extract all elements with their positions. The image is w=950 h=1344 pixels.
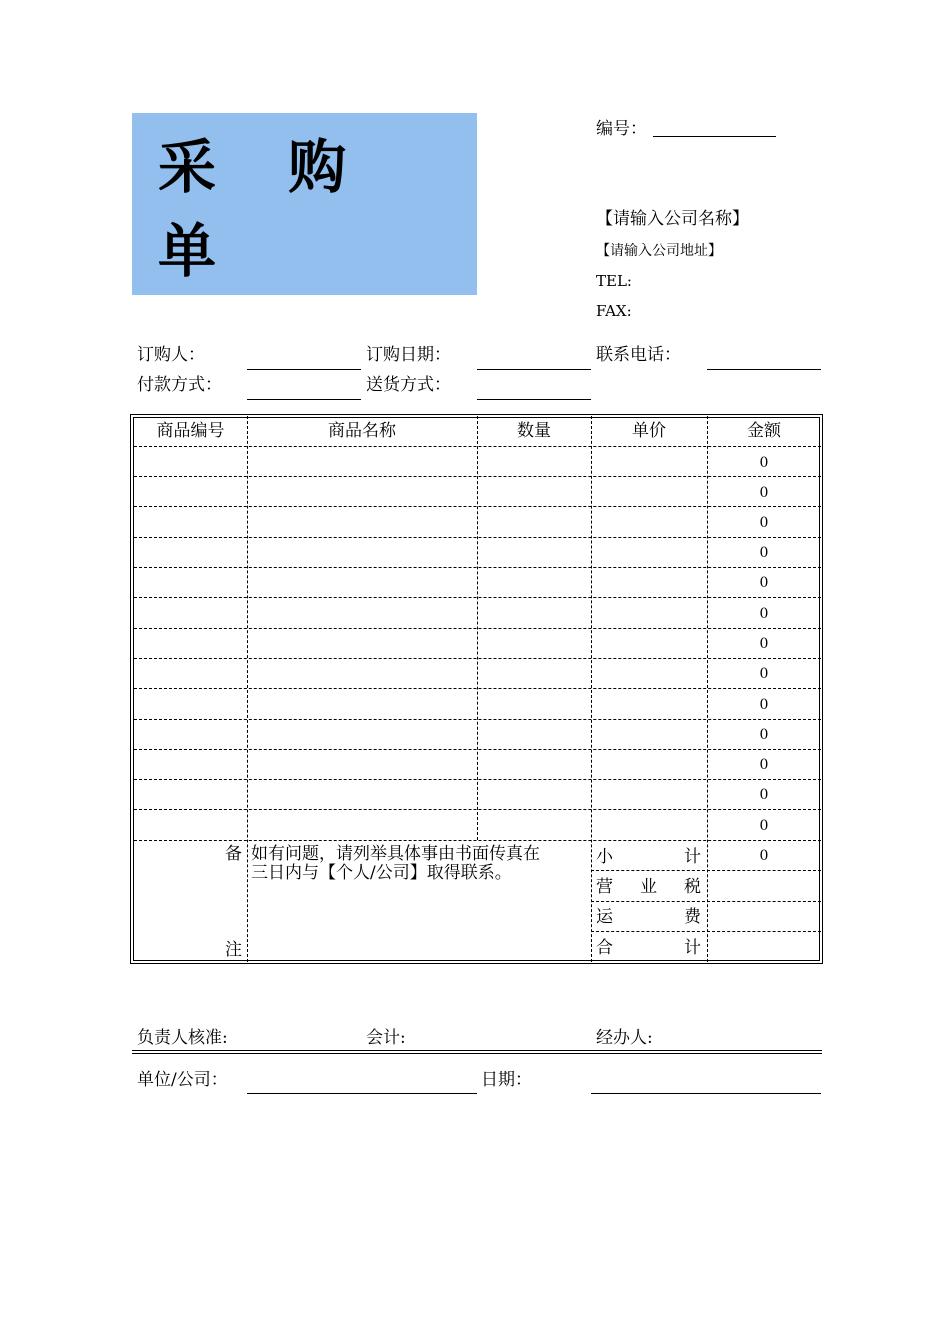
delivery-field[interactable] — [477, 399, 591, 400]
delivery-label: 送货方式： — [366, 375, 451, 395]
payment-label: 付款方式： — [137, 375, 222, 395]
total-label-right: 计 — [684, 938, 701, 958]
remarks-label-top: 备 — [225, 844, 242, 864]
row-amount: 0 — [759, 727, 769, 743]
number-field[interactable] — [653, 136, 776, 137]
date-field[interactable] — [591, 1093, 821, 1094]
order-date-label: 订购日期： — [366, 345, 451, 365]
unit-label: 单位/公司： — [137, 1070, 228, 1090]
fax-label: FAX: — [596, 302, 632, 320]
row-amount: 0 — [759, 455, 769, 471]
payment-field[interactable] — [247, 399, 361, 400]
handler-label: 经办人: — [596, 1028, 653, 1048]
row-amount: 0 — [759, 818, 769, 834]
signature-divider — [132, 1050, 822, 1054]
row-amount: 0 — [759, 606, 769, 622]
row-amount: 0 — [759, 545, 769, 561]
approver-label: 负责人核准: — [137, 1028, 228, 1048]
tax-label-left: 营 — [596, 877, 613, 897]
company-name[interactable]: 【请输入公司名称】 — [596, 209, 749, 229]
column-header-product-code: 商品编号 — [156, 421, 225, 441]
column-header-amount: 金额 — [747, 421, 781, 441]
remarks-text-line2: 三日内与【个人/公司】取得联系。 — [251, 863, 512, 883]
tel-label: TEL: — [596, 272, 632, 290]
date-label: 日期： — [481, 1070, 532, 1090]
buyer-label: 订购人： — [137, 345, 205, 365]
shipping-label-left: 运 — [596, 907, 613, 927]
column-header-product-name: 商品名称 — [328, 421, 396, 441]
row-amount: 0 — [759, 636, 769, 652]
remarks-label-bottom: 注 — [225, 940, 242, 960]
row-amount: 0 — [759, 666, 769, 682]
tax-label-right: 税 — [684, 877, 701, 897]
subtotal-value: 0 — [759, 848, 769, 864]
company-address[interactable]: 【请输入公司地址】 — [596, 243, 722, 259]
row-amount: 0 — [759, 575, 769, 591]
phone-label: 联系电话： — [596, 345, 681, 365]
remarks-text-line1: 如有问题，请列举具体事由书面传真在 — [251, 844, 540, 864]
subtotal-label-left: 小 — [596, 847, 613, 867]
row-amount: 0 — [759, 697, 769, 713]
row-amount: 0 — [759, 485, 769, 501]
page-title: 采 购 单 — [158, 133, 373, 285]
order-date-field[interactable] — [477, 369, 591, 370]
accountant-label: 会计: — [366, 1028, 406, 1048]
total-label-left: 合 — [596, 938, 613, 958]
title-banner — [132, 113, 477, 295]
number-label: 编号： — [596, 119, 647, 139]
column-header-unit-price: 单价 — [632, 421, 666, 441]
buyer-field[interactable] — [247, 369, 361, 370]
row-amount: 0 — [759, 515, 769, 531]
row-amount: 0 — [759, 787, 769, 803]
column-header-quantity: 数量 — [517, 421, 551, 441]
unit-field[interactable] — [247, 1093, 477, 1094]
tax-label-mid: 业 — [640, 877, 657, 897]
subtotal-label-right: 计 — [684, 847, 701, 867]
row-amount: 0 — [759, 757, 769, 773]
phone-field[interactable] — [707, 369, 821, 370]
shipping-label-right: 费 — [684, 907, 701, 927]
